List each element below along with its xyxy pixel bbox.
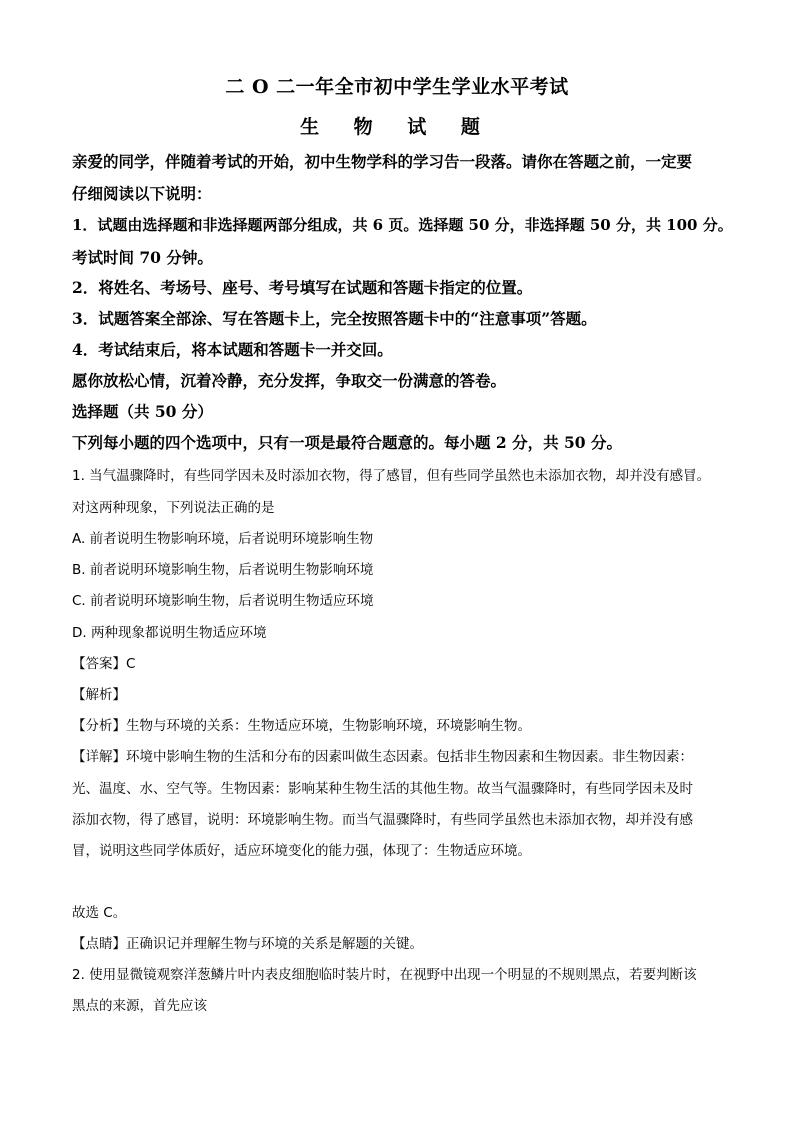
fenxi-tag: 【分析】 xyxy=(72,718,126,734)
instruction-item-1: 1．试题由选择题和非选择题两部分组成，共 6 页。选择题 50 分，非选择题 50 分，共 100 分。 xyxy=(72,216,733,234)
section-rule: 下列每小题的四个选项中，只有一项是最符合题意的。每小题 2 分，共 50 分。 xyxy=(72,433,622,452)
instruction-item-1-cont: 考试时间 70 分钟。 xyxy=(72,248,213,267)
q1-dianjing xyxy=(72,932,732,952)
q1-xiangjie-line-4: 冒，说明这些同学体质好，适应环境变化的能力强，体现了：生物适应环境。 xyxy=(72,843,531,859)
instruction-item-2: 2．将姓名、考场号、座号、考号填写在试题和答题卡指定的位置。 xyxy=(72,278,533,297)
q1-xiangjie-line-1 xyxy=(72,745,732,765)
q1-fenxi xyxy=(72,714,732,734)
subject-title: 生 物 试 题 xyxy=(300,116,494,138)
q1-stem-line-1: 1. 当气温骤降时，有些同学因未及时添加衣物，得了感冒，但有些同学虽然也未添加衣物，却并没有感冒。 xyxy=(72,468,711,484)
answer-tag: 【答案】 xyxy=(72,656,126,672)
q1-option-b: B. 前者说明环境影响生物，后者说明生物影响环境 xyxy=(72,562,374,578)
analysis-tag: 【解析】 xyxy=(72,687,126,703)
wish-line: 愿你放松心情，沉着冷静，充分发挥，争取交一份满意的答卷。 xyxy=(72,371,507,390)
instruction-item-4: 4．考试结束后，将本试题和答题卡一并交回。 xyxy=(72,340,393,359)
q1-stem-line-2: 对这两种现象，下列说法正确的是 xyxy=(72,500,275,516)
q2-stem-line-2: 黑点的来源，首先应该 xyxy=(72,998,207,1014)
section-heading: 选择题（共 50 分） xyxy=(72,402,213,421)
q1-xiangjie-line-3: 添加衣物，得了感冒，说明：环境影响生物。而当气温骤降时，有些同学虽然也未添加衣物，却并没有感 xyxy=(72,812,693,828)
dianjing-text: 正确识记并理解生物与环境的关系是解题的关键。 xyxy=(126,936,423,952)
q1-conclusion: 故选 C。 xyxy=(72,905,127,921)
exam-title: 二 O 二一年全市初中学生学业水平考试 xyxy=(225,76,569,98)
answer-value: C xyxy=(126,656,136,672)
q1-option-c: C. 前者说明环境影响生物，后者说明生物适应环境 xyxy=(72,593,374,609)
intro-line-1: 亲爱的同学，伴随着考试的开始，初中生物学科的学习告一段落。请你在答题之前，一定要 xyxy=(72,152,693,171)
instruction-item-3: 3．试题答案全部涂、写在答题卡上，完全按照答题卡中的“注意事项”答题。 xyxy=(72,309,597,328)
fenxi-text: 生物与环境的关系：生物适应环境，生物影响环境，环境影响生物。 xyxy=(126,718,531,734)
intro-line-2: 仔细阅读以下说明： xyxy=(72,184,212,203)
xiangjie-tag: 【详解】 xyxy=(72,749,126,765)
q2-stem-line-1: 2. 使用显微镜观察洋葱鳞片叶内表皮细胞临时装片时，在视野中出现一个明显的不规则黑点，若要判断该 xyxy=(72,967,697,983)
q1-answer xyxy=(72,652,732,672)
dianjing-tag: 【点睛】 xyxy=(72,936,126,952)
q1-option-d: D. 两种现象都说明生物适应环境 xyxy=(72,625,267,641)
q1-xiangjie-line-2: 光、温度、水、空气等。生物因素：影响某种生物生活的其他生物。故当气温骤降时，有些同学因未及时 xyxy=(72,781,693,797)
q1-option-a: A. 前者说明生物影响环境，后者说明环境影响生物 xyxy=(72,531,374,547)
xiangjie-text: 环境中影响生物的生活和分布的因素叫做生态因素。包括非生物因素和生物因素。非生物因素： xyxy=(126,749,693,765)
